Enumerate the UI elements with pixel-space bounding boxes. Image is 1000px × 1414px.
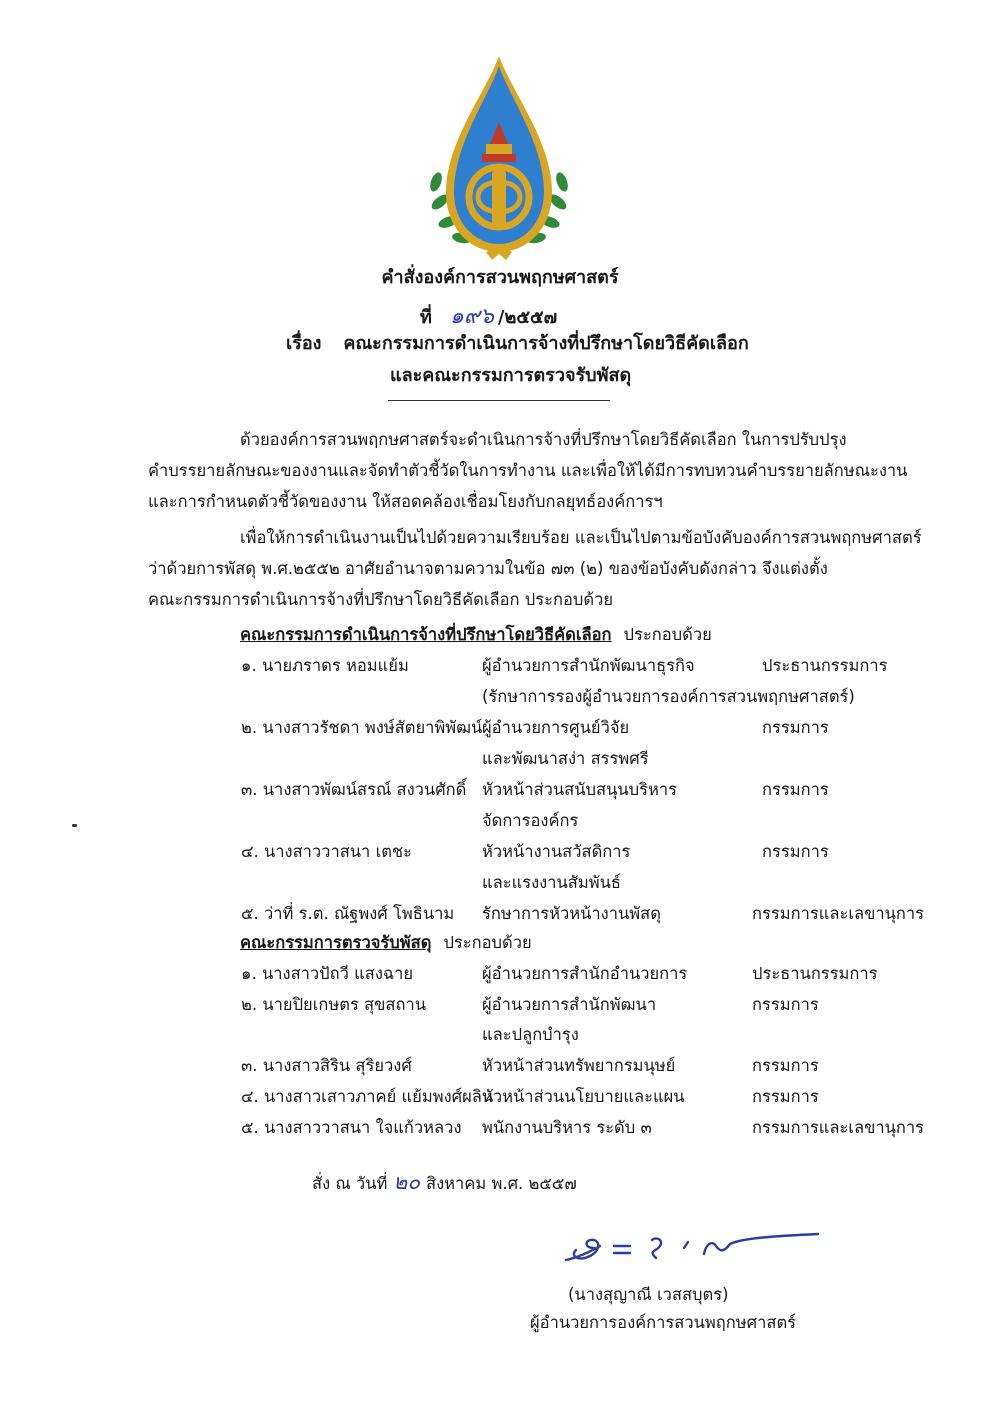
- subject-line: [286, 328, 886, 357]
- subject-text-2: และคณะกรรมการตรวจรับพัสดุ: [390, 365, 632, 386]
- member-name: ๔. นางสาววาสนา เตชะ: [241, 842, 412, 861]
- scan-speck: [72, 824, 77, 827]
- member-position: รักษาการหัวหน้างานพัสดุ: [482, 904, 661, 923]
- committee-2-title: [240, 930, 532, 956]
- paragraph-line: คำบรรยายลักษณะของงานและจัดทำตัวชี้วัดในการทำงาน และเพื่อให้ได้มีการทบทวนคำบรรยายลักษณะงาน: [148, 461, 908, 480]
- member-role: กรรมการ: [752, 995, 819, 1014]
- member-name: ๔. นางสาวเสาวภาคย์ แย้มพงศ์ผลิน: [241, 1087, 494, 1106]
- member-position: ผู้อำนวยการสำนักพัฒนา: [482, 995, 657, 1014]
- member-name: ๒. นางสาวรัชดา พงษ์สัตยาพิพัฒน์: [241, 718, 483, 737]
- paragraph-line: เพื่อให้การดำเนินงานเป็นไปด้วยความเรียบร้อย และเป็นไปตามข้อบังคับองค์การสวนพฤกษศาสตร์: [240, 528, 922, 547]
- paragraph-2: [148, 522, 920, 615]
- member-position: พนักงานบริหาร ระดับ ๓: [482, 1118, 652, 1137]
- committee-1-title-suffix: ประกอบด้วย: [623, 625, 712, 644]
- member-role: ประธานกรรมการ: [762, 656, 888, 675]
- member-position: หัวหน้าส่วนทรัพยากรมนุษย์: [482, 1056, 676, 1075]
- header-divider: [388, 400, 610, 401]
- member-position: หัวหน้าส่วนนโยบายและแผน: [482, 1087, 685, 1106]
- committee-1-title-text: คณะกรรมการดำเนินการจ้างที่ปรึกษาโดยวิธีคัดเลือก: [240, 625, 612, 644]
- signer-name: (นางสุญาณี เวสสบุตร): [568, 1285, 729, 1304]
- member-name: ๒. นายปิยเกษตร สุขสถาน: [241, 995, 427, 1014]
- member-note: (รักษาการรองผู้อำนวยการองค์การสวนพฤกษศาสตร์): [482, 687, 855, 706]
- paragraph-1: [148, 424, 920, 517]
- paragraph-line: ด้วยองค์การสวนพฤกษศาสตร์จะดำเนินการจ้างที่ปรึกษาโดยวิธีคัดเลือก ในการปรับปรุง: [240, 430, 847, 449]
- member-role: กรรมการและเลขานุการ: [752, 1118, 925, 1137]
- member-role: กรรมการและเลขานุการ: [752, 904, 925, 923]
- member-position-cont: และปลูกบำรุง: [482, 1025, 579, 1044]
- member-role: กรรมการ: [762, 780, 829, 799]
- handwritten-signature: [556, 1222, 826, 1272]
- order-number-label: ที่: [420, 307, 432, 328]
- member-position: ผู้อำนวยการสำนักพัฒนาธุรกิจ: [482, 656, 695, 675]
- date-day-handwritten: ๒๐: [393, 1170, 421, 1194]
- member-position-cont: และแรงงานสัมพันธ์: [482, 873, 621, 892]
- committee-2-title-suffix: ประกอบด้วย: [443, 933, 532, 952]
- member-position-cont: จัดการองค์กร: [482, 811, 579, 830]
- member-position: หัวหน้างานสวัสดิการ: [482, 842, 631, 861]
- committee-2-title-text: คณะกรรมการตรวจรับพัสดุ: [240, 933, 432, 952]
- subject-label: เรื่อง: [286, 333, 322, 354]
- member-name: ๑. นายภราดร หอมแย้ม: [241, 656, 409, 675]
- member-name: ๓. นางสาวสิริน สุริยวงศ์: [241, 1056, 412, 1075]
- organization-emblem-icon: [426, 52, 572, 264]
- order-number-handwritten: ๑๙๖: [449, 304, 494, 329]
- member-name: ๑. นางสาวปัถวี แสงฉาย: [241, 964, 414, 983]
- member-role: ประธานกรรมการ: [752, 964, 878, 983]
- member-position: หัวหน้าส่วนสนับสนุนบริหาร: [482, 780, 677, 799]
- member-name: ๕. นางสาววาสนา ใจแก้วหลวง: [241, 1118, 462, 1137]
- paragraph-line: คณะกรรมการดำเนินการจ้างที่ปรึกษาโดยวิธีคัดเลือก ประกอบด้วย: [148, 590, 613, 609]
- order-number-suffix: /๒๕๕๗: [497, 307, 558, 328]
- order-date: [312, 1166, 577, 1199]
- paragraph-line: ว่าด้วยการพัสดุ พ.ศ.๒๕๕๒ อาศัยอำนาจตามความในข้อ ๗๓ (๒) ของข้อบังคับดังกล่าว จึงแต่งตั้ง: [148, 559, 828, 578]
- member-name: ๓. นางสาวพัฒน์สรณ์ สงวนศักดิ์: [241, 780, 467, 799]
- member-position-cont: และพัฒนาสง่า สรรพศรี: [482, 749, 649, 768]
- member-role: กรรมการ: [752, 1056, 819, 1075]
- signer-position: ผู้อำนวยการองค์การสวนพฤกษศาสตร์: [530, 1313, 797, 1332]
- member-name: ๕. ว่าที่ ร.ต. ณัฐพงศ์ โพธินาม: [241, 904, 455, 923]
- date-suffix: สิงหาคม พ.ศ. ๒๕๕๗: [426, 1174, 577, 1193]
- member-position: ผู้อำนวยการศูนย์วิจัย: [482, 718, 630, 737]
- document-title: คำสั่งองค์การสวนพฤกษศาสตร์: [381, 267, 619, 288]
- member-role: กรรมการ: [762, 718, 829, 737]
- subject-text-1: คณะกรรมการดำเนินการจ้างที่ปรึกษาโดยวิธีคัดเลือก: [343, 333, 749, 354]
- date-prefix: สั่ง ณ วันที่: [312, 1174, 388, 1193]
- member-role: กรรมการ: [762, 842, 829, 861]
- committee-1-title: [240, 622, 712, 648]
- member-position: ผู้อำนวยการสำนักอำนวยการ: [482, 964, 688, 983]
- paragraph-line: และการกำหนดตัวชี้วัดของงาน ให้สอดคล้องเชื่อมโยงกับกลยุทธ์องค์การฯ: [148, 492, 663, 511]
- member-role: กรรมการ: [752, 1087, 819, 1106]
